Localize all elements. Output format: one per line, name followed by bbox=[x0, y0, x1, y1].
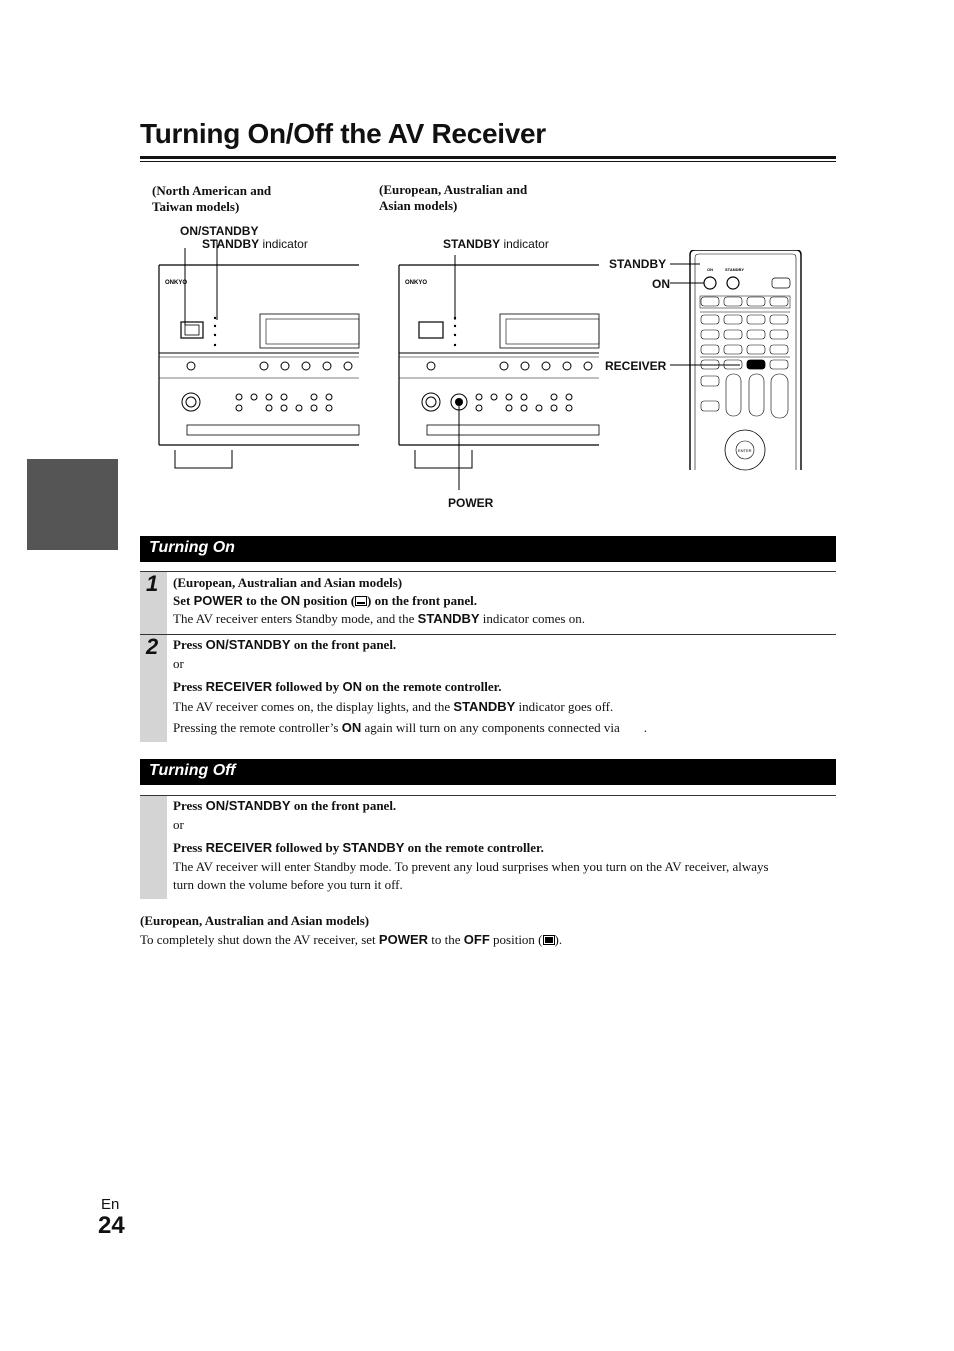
section-heading-turning-on: Turning On bbox=[140, 536, 836, 562]
caption-na-line1: (North American and bbox=[152, 183, 272, 198]
page-title: Turning On/Off the AV Receiver bbox=[140, 118, 546, 149]
divider bbox=[140, 571, 836, 572]
turning-off-text: Press ON/STANDBY on the front panel. or Press RECEIVER followed by STANDBY on the remote controller. The AV receiver will enter Standby mode. To prevent any loud surprises when you turn on the AV receiver, always turn down the volume before you turn it off. bbox=[173, 798, 769, 892]
brand-logo: ONKYO bbox=[165, 280, 188, 286]
label-standby-indicator-eu: STANDBY indicator bbox=[443, 237, 549, 251]
caption-na-line2: Taiwan models) bbox=[152, 199, 240, 214]
divider bbox=[140, 634, 836, 635]
title-rule-thin bbox=[140, 161, 836, 162]
step-number-2: 2 bbox=[146, 634, 159, 659]
power-on-position-icon bbox=[355, 596, 367, 606]
caption-eu-models bbox=[379, 182, 527, 214]
label-remote-receiver: RECEIVER bbox=[605, 359, 667, 373]
step-number-column bbox=[140, 796, 167, 899]
page-language: En bbox=[101, 1196, 120, 1213]
svg-text:ONKYO: ONKYO bbox=[405, 280, 428, 286]
label-remote-standby: STANDBY bbox=[609, 257, 667, 271]
power-off-position-icon bbox=[543, 935, 555, 945]
section-heading-turning-off: Turning Off bbox=[140, 759, 836, 785]
remote-controller bbox=[670, 250, 806, 475]
title-rule bbox=[140, 156, 836, 159]
caption-eu-line2: Asian models) bbox=[379, 198, 458, 213]
svg-text:ON: ON bbox=[707, 267, 713, 272]
svg-text:STANDBY: STANDBY bbox=[725, 267, 745, 272]
label-standby-indicator-na: STANDBY indicator bbox=[202, 237, 308, 251]
caption-eu-line1: (European, Australian and bbox=[379, 182, 528, 197]
page-number: 24 bbox=[98, 1212, 125, 1239]
chapter-side-tab bbox=[27, 459, 118, 550]
receiver-front-panel-na bbox=[157, 240, 362, 475]
eu-power-off-note: (European, Australian and Asian models) To completely shut down the AV receiver, set POWER to the OFF position ( ). bbox=[140, 913, 563, 947]
caption-na-models bbox=[152, 183, 271, 215]
label-on-standby: ON/STANDBY bbox=[180, 224, 259, 238]
label-remote-on: ON bbox=[652, 277, 670, 291]
step-1-text: (European, Australian and Asian models) Set POWER to the ON position ( ) on the front panel. The AV receiver enters Standby mode, and the STANDBY indicator comes on. bbox=[173, 575, 585, 626]
step-number-1: 1 bbox=[146, 571, 159, 596]
step-2-text: Press ON/STANDBY on the front panel. or Press RECEIVER followed by ON on the remote controller. The AV receiver comes on, the display lights, and the STANDBY indicator goes off. Pressing the remote controller’s ON again will turn on any components connected via . bbox=[173, 637, 647, 735]
receiver-front-panel-eu bbox=[397, 240, 602, 515]
label-power: POWER bbox=[448, 496, 494, 510]
svg-text:ENTER: ENTER bbox=[738, 448, 752, 453]
divider bbox=[140, 795, 836, 796]
